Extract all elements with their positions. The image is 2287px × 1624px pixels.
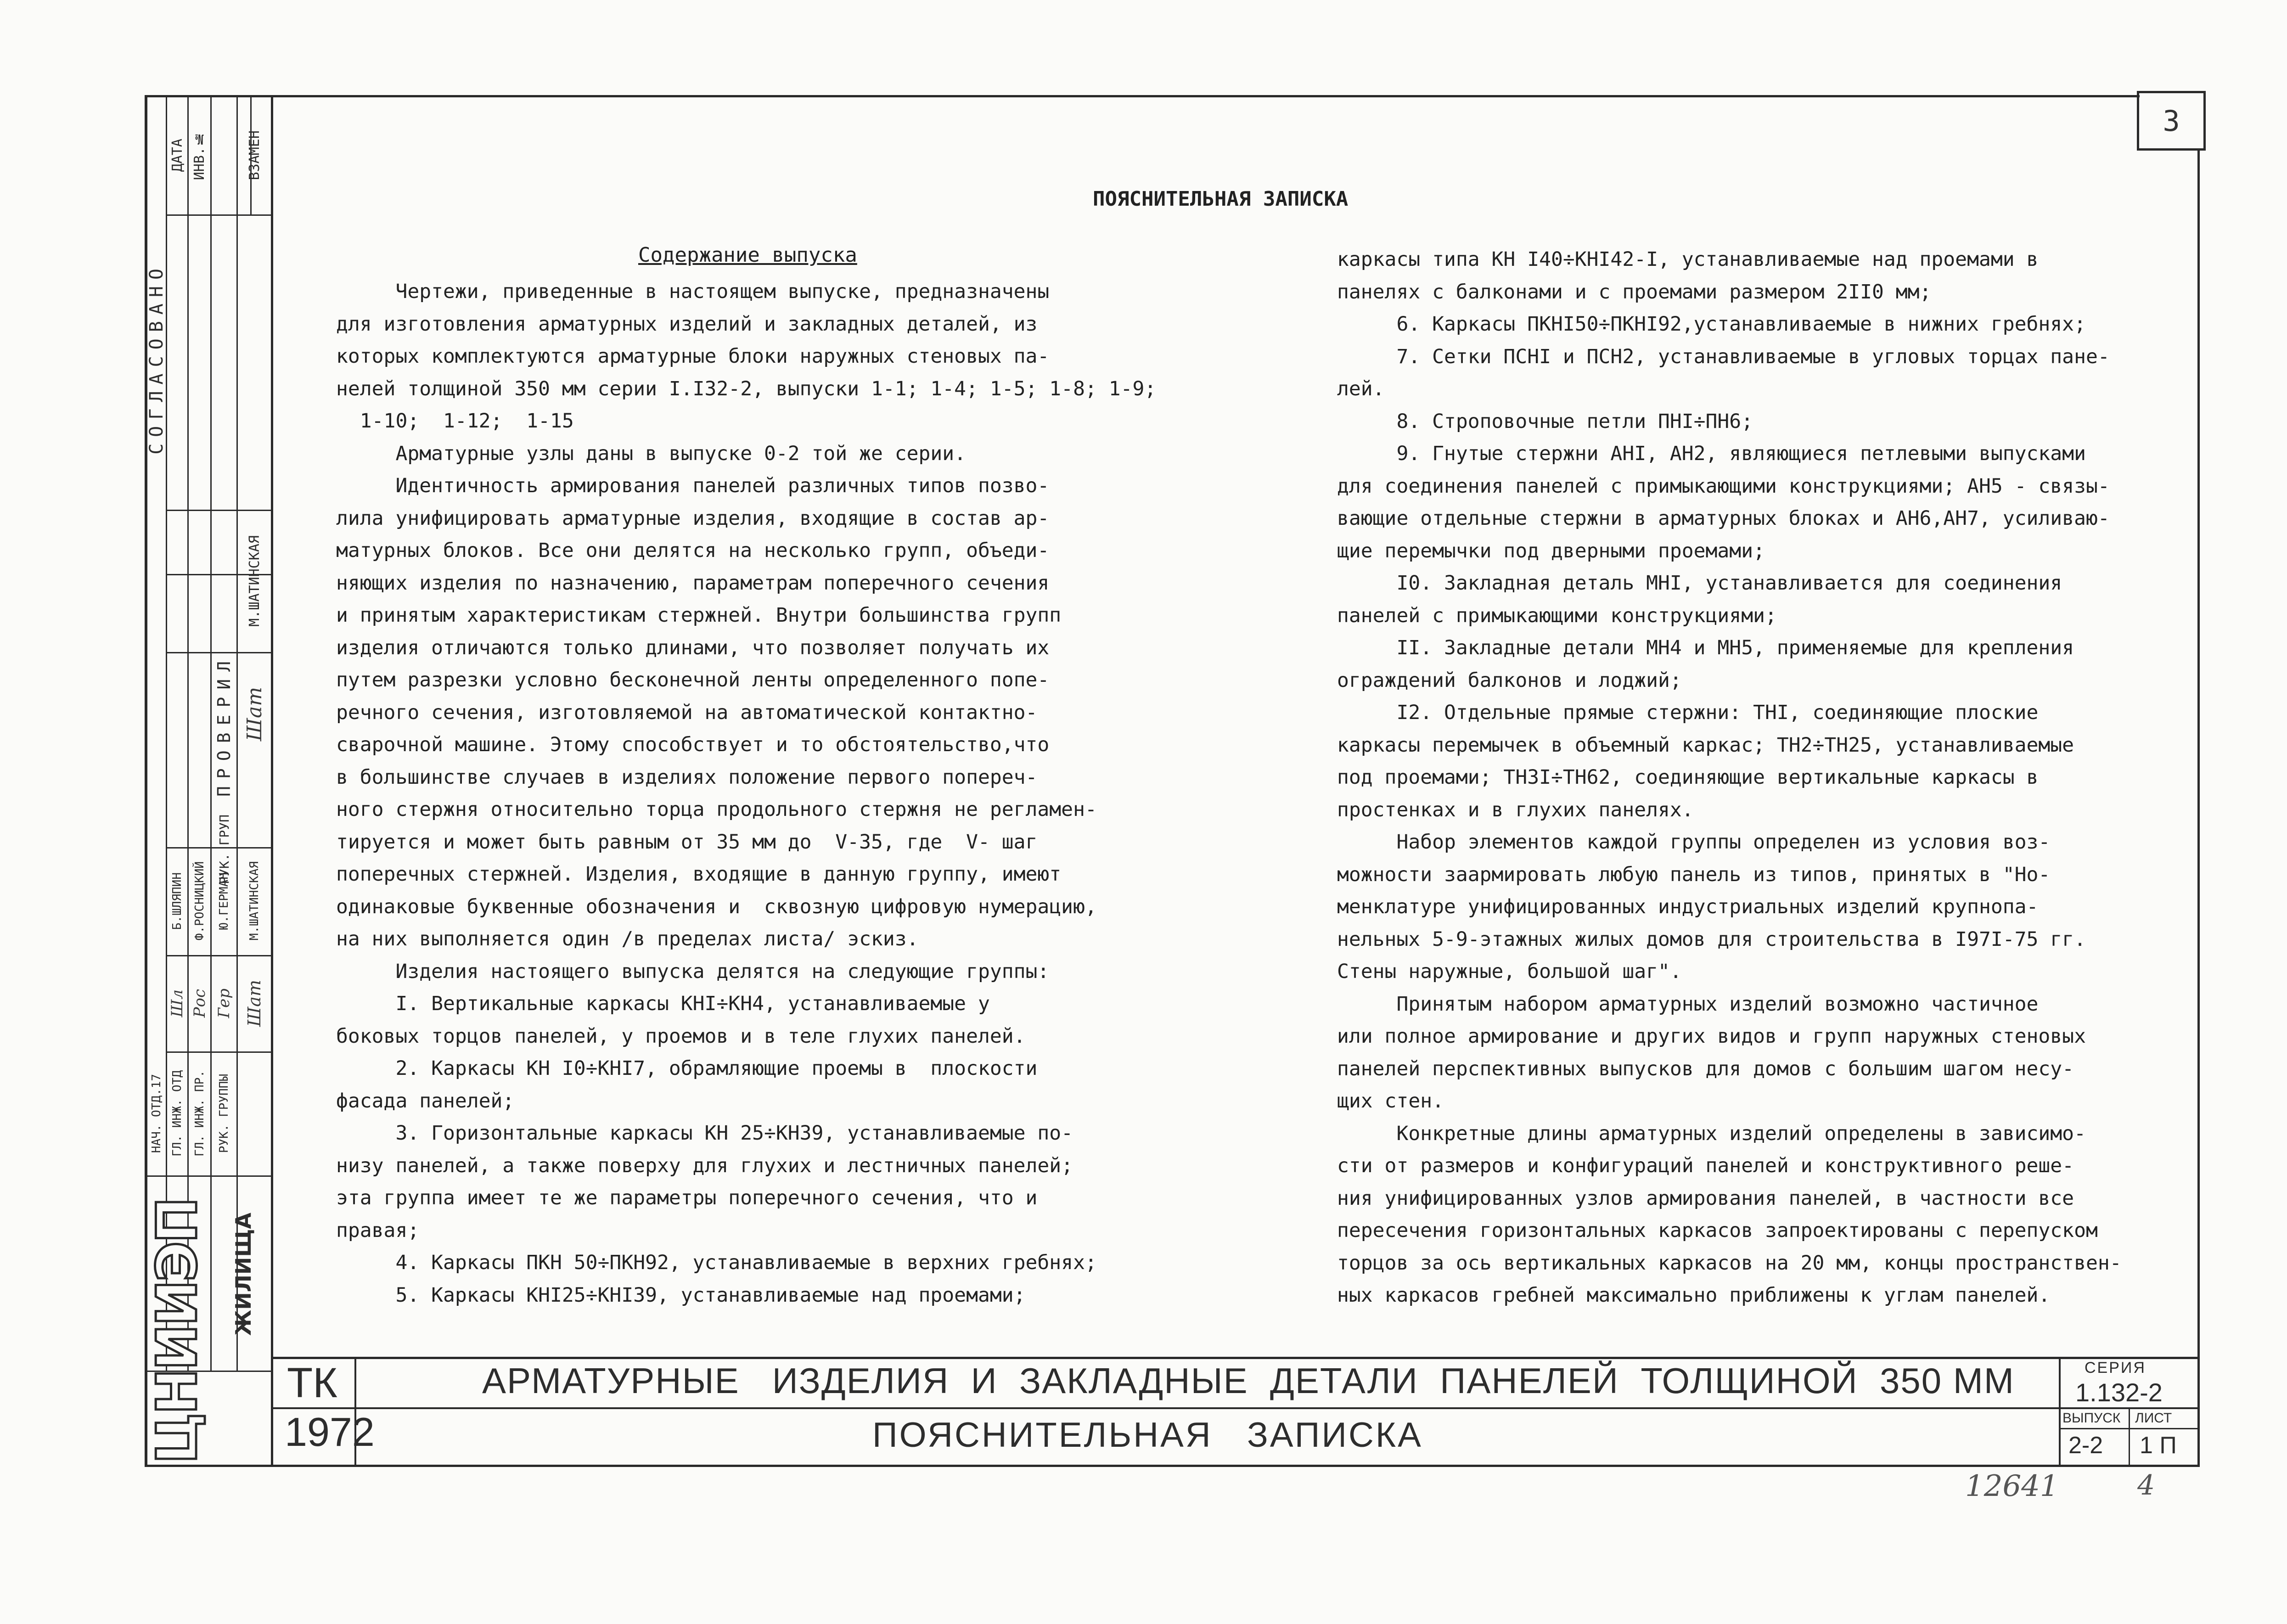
stamp-inv-no: ИНВ.№ [191, 130, 208, 180]
text-line: 5. Каркасы КНI25÷КНI39, устанавливаемые над проемами; [336, 1283, 1026, 1307]
stamp-role-2: ГЛ. ИНЖ. ОТД [170, 1070, 184, 1157]
text-line: Конкретные длины арматурных изделий определены в зависимо- [1337, 1122, 2086, 1145]
text-line: 4. Каркасы ПКН 50÷ПКН92, устанавливаемые в верхних гребнях; [336, 1251, 1097, 1274]
text-line: можности заармировать любую панель из типов, принятых в "Но- [1337, 863, 2051, 886]
contents-heading: Содержание выпуска [638, 243, 857, 267]
frame-inner-left [271, 95, 273, 1467]
text-line: в большинстве случаев в изделиях положение первого попереч- [336, 765, 1038, 789]
year-cell: 1972 [285, 1409, 375, 1455]
text-line: панелей с примыкающими конструкциями; [1337, 604, 1777, 627]
org-logo: ЦНИИЭП [145, 1199, 209, 1464]
text-line: Набор элементов каждой группы определен из условия воз- [1337, 831, 2051, 854]
text-line: I. Вертикальные каркасы КНI÷КН4, устанавливаемые у [336, 992, 990, 1015]
text-line: I2. Отдельные прямые стержни: ТНI, соединяющие плоские [1337, 701, 2039, 724]
stamp-name-4: М.ШАТИНСКАЯ [247, 861, 261, 941]
text-line: нельных 5-9-этажных жилых домов для строительства в I97I-75 гг. [1337, 927, 2086, 951]
main-title: АРМАТУРНЫЕ ИЗДЕЛИЯ И ЗАКЛАДНЫЕ ДЕТАЛИ ПАНЕЛЕЙ ТОЛЩИНОЙ 350 ММ [482, 1360, 2015, 1401]
text-line: правая; [336, 1219, 420, 1242]
stamp-checker-signature: Шат [242, 686, 266, 742]
text-line: лила унифицировать арматурные изделия, входящие в состав ар- [336, 506, 1050, 530]
stamp-signature-2: Рос [190, 989, 209, 1018]
text-line: лей. [1337, 377, 1385, 400]
series-value: 1.132-2 [2075, 1378, 2163, 1407]
stamp-name-3: Ю.ГЕРМАН [217, 872, 231, 930]
archive-page: 4 [2137, 1469, 2155, 1501]
text-line: 6. Каркасы ПКНI50÷ПКНI92,устанавливаемые в нижних гребнях; [1337, 313, 2086, 336]
text-line: щих стен. [1337, 1090, 1444, 1113]
stamp-role-1: НАЧ. ОТД.17 [150, 1073, 163, 1153]
text-line: поперечных стержней. Изделия, входящие в данную группу, имеют [336, 863, 1062, 886]
issue-label: ВЫПУСК [2062, 1410, 2121, 1426]
text-line: 9. Гнутые стержни АНI, АН2, являющиеся петлевыми выпусками [1337, 442, 2086, 465]
page-title: ПОЯСНИТЕЛЬНАЯ ЗАПИСКА [1093, 187, 1349, 211]
text-line: для соединения панелей с примыкающими конструкциями; АН5 - связы- [1337, 474, 2110, 498]
text-line: или полное армирование и других видов и групп наружных стеновых [1337, 1025, 2086, 1048]
text-line: каркасы перемычек в объемный каркас; ТН2÷ТН25, устанавливаемые [1337, 733, 2074, 757]
text-line: боковых торцов панелей, у проемов и в теле глухих панелей. [336, 1024, 1026, 1048]
archive-number: 12641 [1965, 1469, 2059, 1503]
stamp-date: ДАТА [169, 139, 185, 172]
stamp-agreed: СОГЛАСОВАНО [146, 262, 167, 455]
text-line: сти от размеров и конфигураций панелей и конструктивного реше- [1337, 1154, 2074, 1177]
sheet-value: 1 П [2140, 1432, 2177, 1459]
text-line: 3. Горизонтальные каркасы КН 25÷КН39, устанавливаемые по- [336, 1122, 1073, 1145]
text-line: ного стержня относительно торца продольного стержня не регламен- [336, 798, 1097, 821]
text-line: 8. Строповочные петли ПНI÷ПН6; [1337, 410, 1753, 433]
code-cell: ТК [287, 1360, 337, 1406]
stamp-signature-1: Шл [168, 989, 186, 1017]
text-line: панелях с балконами и с проемами размером 2II0 мм; [1337, 280, 1932, 303]
text-line: Чертежи, приведенные в настоящем выпуске, предназначены [336, 280, 1050, 303]
subtitle: ПОЯСНИТЕЛЬНАЯ ЗАПИСКА [872, 1416, 1423, 1455]
stamp-checked: ПРОВЕРИЛ [214, 654, 234, 797]
issue-value: 2-2 [2068, 1432, 2103, 1459]
text-line: простенках и в глухих панелях. [1337, 798, 1694, 821]
frame-right [2197, 149, 2200, 1467]
text-line: одинаковые буквенные обозначения и сквозную цифровую нумерацию, [336, 895, 1097, 918]
text-line: Принятым набором арматурных изделий возможно частичное [1337, 992, 2039, 1016]
text-line: под проемами; ТН3I÷ТН62, соединяющие вертикальные каркасы в [1337, 766, 2039, 789]
text-line: Изделия настоящего выпуска делятся на следующие группы: [336, 960, 1050, 983]
text-line: и принятым характеристикам стержней. Внутри большинства групп [336, 604, 1062, 627]
text-line: на них выполняется один /в пределах листа/ эскиз. [336, 927, 919, 950]
text-line: тируется и может быть равным от 35 мм до V-35, где V- шаг [336, 830, 1038, 854]
text-line: панелей перспективных выпусков для домов с большим шагом несу- [1337, 1057, 2074, 1080]
text-line: низу панелей, а также поверху для глухих и лестничных панелей; [336, 1154, 1073, 1177]
text-line: Идентичность армирования панелей различных типов позво- [336, 474, 1050, 497]
text-line: пересечения горизонтальных каркасов запроектированы с перепуском [1337, 1219, 2098, 1242]
text-line: ния унифицированных узлов армирования панелей, в частности все [1337, 1186, 2074, 1210]
text-line: эта группа имеет те же параметры поперечного сечения, что и [336, 1186, 1038, 1209]
text-line: Стены наружные, большой шаг". [1337, 960, 1682, 983]
org-dept: ЖИЛИЩА [231, 1212, 256, 1336]
text-line: 2. Каркасы КН I0÷КНI7, обрамляющие проемы в плоскости [336, 1057, 1038, 1080]
text-line: изделия отличаются только длинами, что позволяет получать их [336, 636, 1050, 659]
stamp-name-2: Ф.РОСНИЦКИЙ [192, 861, 207, 941]
text-line: ных каркасов гребней максимально приближены к углам панелей. [1337, 1284, 2051, 1307]
text-line: 1-10; 1-12; 1-15 [336, 410, 574, 433]
text-line: II. Закладные детали МН4 и МН5, применяемые для крепления [1337, 636, 2074, 659]
text-line: вающие отдельные стержни в арматурных блоках и АН6,АН7, усиливаю- [1337, 507, 2110, 530]
series-label: СЕРИЯ [2085, 1359, 2146, 1377]
stamp-ruk-grup: РУК. ГРУП [216, 815, 232, 884]
text-line: нелей толщиной 350 мм серии I.I32-2, выпуски 1-1; 1-4; 1-5; 1-8; 1-9; [336, 377, 1157, 400]
text-line: няющих изделия по назначению, параметрам поперечного сечения [336, 571, 1050, 595]
sheet-label: ЛИСТ [2135, 1410, 2172, 1426]
text-line: путем разрезки условно бесконечной ленты определенного попе- [336, 669, 1050, 691]
text-line: щие перемычки под дверными проемами; [1337, 539, 1765, 562]
stamp-signature-3: Гер [215, 988, 233, 1018]
text-line: речного сечения, изготовляемой на автоматической контактно- [336, 701, 1038, 724]
page-number: 3 [2163, 104, 2180, 138]
text-line: 7. Сетки ПСНI и ПСН2, устанавливаемые в угловых торцах пане- [1337, 345, 2110, 368]
left-text-column [336, 275, 1156, 1311]
text-line: Арматурные узлы даны в выпуске 0-2 той же серии. [336, 442, 966, 465]
text-line: менклатуре унифицированных индустриальных изделий крупнопа- [1337, 895, 2039, 918]
stamp-replace: ВЗАМЕН [246, 130, 263, 180]
frame-top [145, 95, 2140, 97]
frame-bottom [145, 1465, 2200, 1467]
text-line: фасада панелей; [336, 1089, 515, 1113]
stamp-name-1: Б.ШЛЯПИН [170, 872, 184, 930]
text-line: матурных блоков. Все они делятся на несколько групп, объеди- [336, 539, 1050, 562]
text-line: I0. Закладная деталь МНI, устанавливается для соединения [1337, 572, 2062, 595]
page-number-box [2137, 91, 2206, 151]
text-line: торцов за ось вертикальных каркасов на 20 мм, концы пространствен- [1337, 1251, 2122, 1275]
stamp-checker-name: М.ШАТИНСКАЯ [246, 535, 263, 627]
stamp-role-3: ГЛ. ИНЖ. ПР. [192, 1070, 207, 1157]
text-line: которых комплектуются арматурные блоки наружных стеновых па- [336, 345, 1050, 368]
stamp-role-4: РУК. ГРУППЫ [217, 1073, 231, 1153]
text-line: ограждений балконов и лоджий; [1337, 669, 1682, 692]
right-text-column [1337, 243, 2122, 1312]
text-line: каркасы типа КН I40÷КНI42-I, устанавливаемые над проемами в [1337, 248, 2039, 271]
stamp-signature-4: Шат [244, 979, 264, 1027]
text-line: сварочной машине. Этому способствует и то обстоятельство,что [336, 733, 1050, 756]
text-line: для изготовления арматурных изделий и закладных деталей, из [336, 312, 1038, 336]
